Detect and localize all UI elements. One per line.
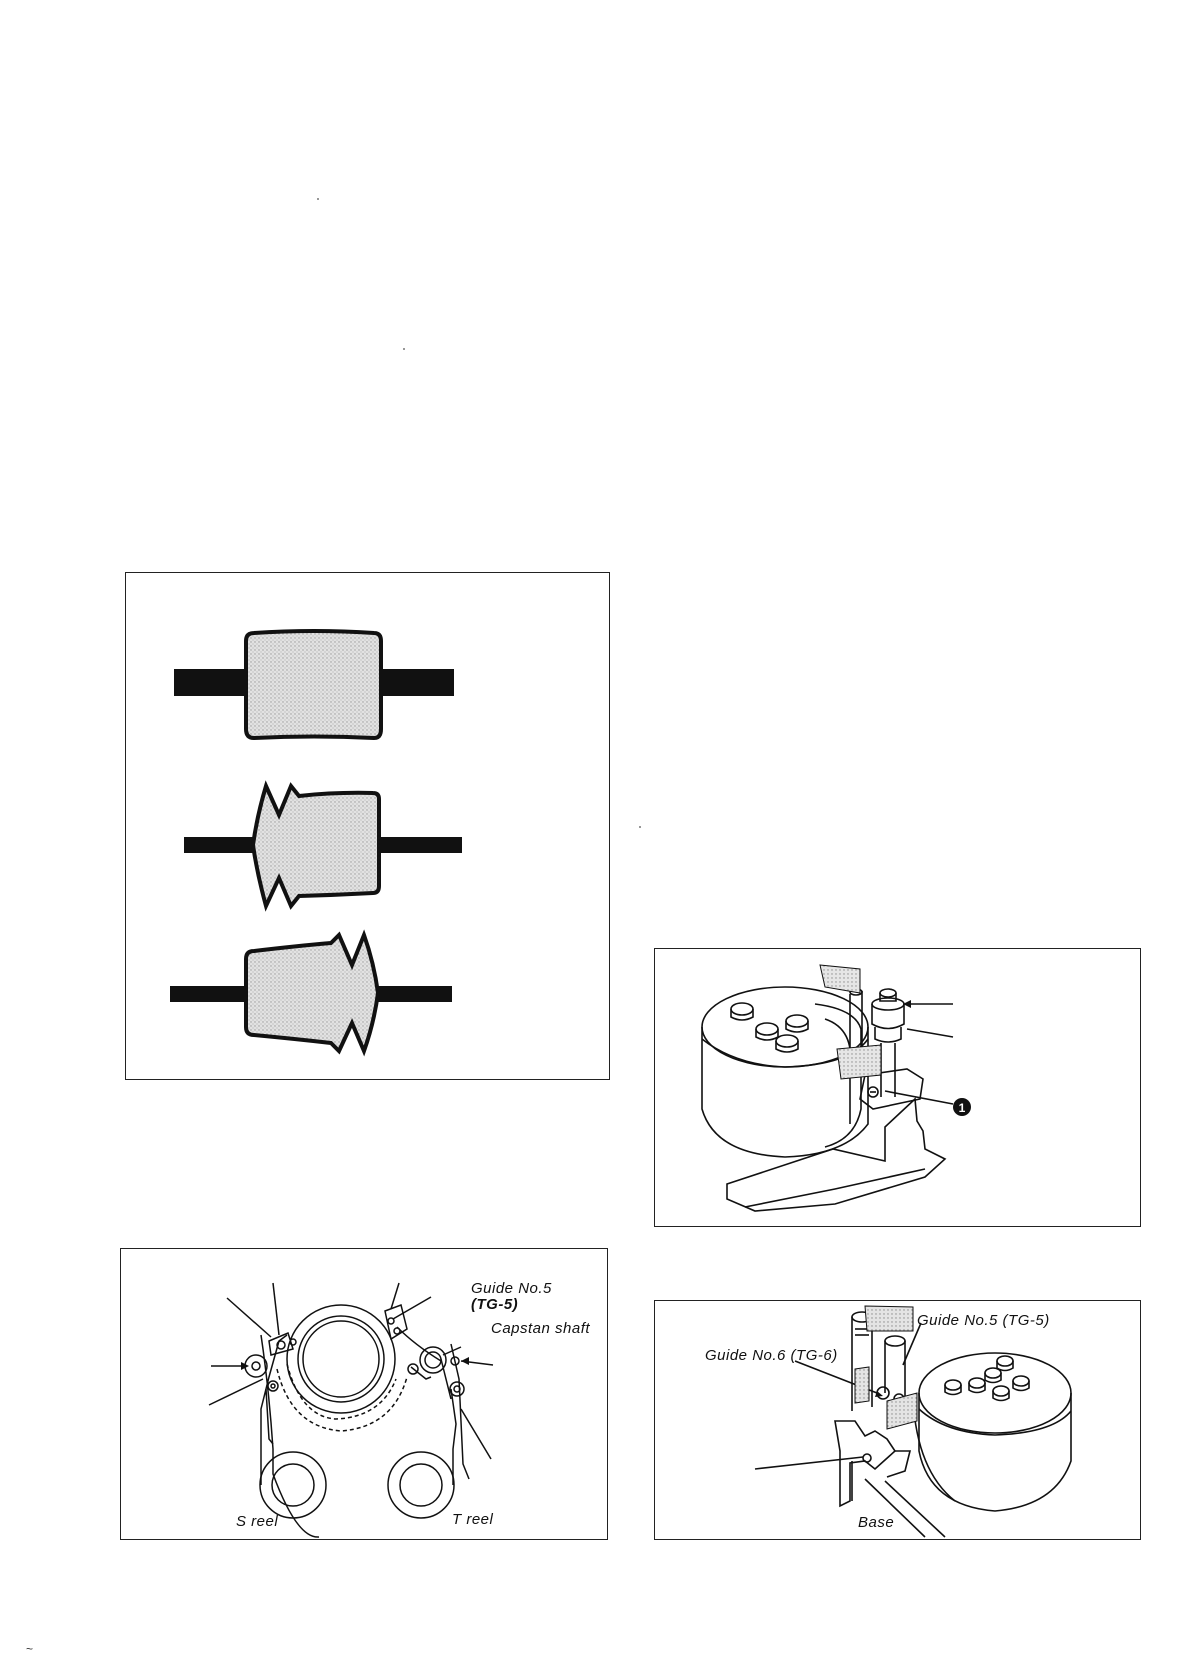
- tape-shape-figure: [125, 572, 610, 1080]
- guide-bracket-figure: [654, 948, 1141, 1227]
- tape-shape-curl-left: [184, 786, 462, 906]
- label-guide5-line1: Guide No.5: [471, 1280, 552, 1297]
- label-guide6: Guide No.6 (TG-6): [705, 1347, 838, 1364]
- guide-bracket-drawing: [655, 949, 1142, 1228]
- page-mark: ~: [26, 1642, 34, 1656]
- label-s-reel: S reel: [236, 1513, 279, 1530]
- label-base: Base: [858, 1514, 895, 1531]
- print-speck: [639, 826, 641, 828]
- callout-number: 1: [958, 1101, 966, 1115]
- label-t-reel: T reel: [452, 1511, 494, 1528]
- guide-adjust-figure: [654, 1300, 1141, 1540]
- tape-shape-curl-right: [170, 935, 452, 1051]
- tape-shape-drawing: [126, 573, 611, 1081]
- tape-path-figure: [120, 1248, 608, 1540]
- print-speck: [403, 348, 405, 350]
- print-speck: [317, 198, 319, 200]
- label-capstan-shaft: Capstan shaft: [491, 1320, 591, 1337]
- label-guide5-line2: (TG-5): [471, 1296, 519, 1313]
- guide-adjust-drawing: [655, 1301, 1142, 1541]
- tape-shape-normal: [174, 631, 454, 738]
- label-guide5: Guide No.5 (TG-5): [917, 1312, 1050, 1329]
